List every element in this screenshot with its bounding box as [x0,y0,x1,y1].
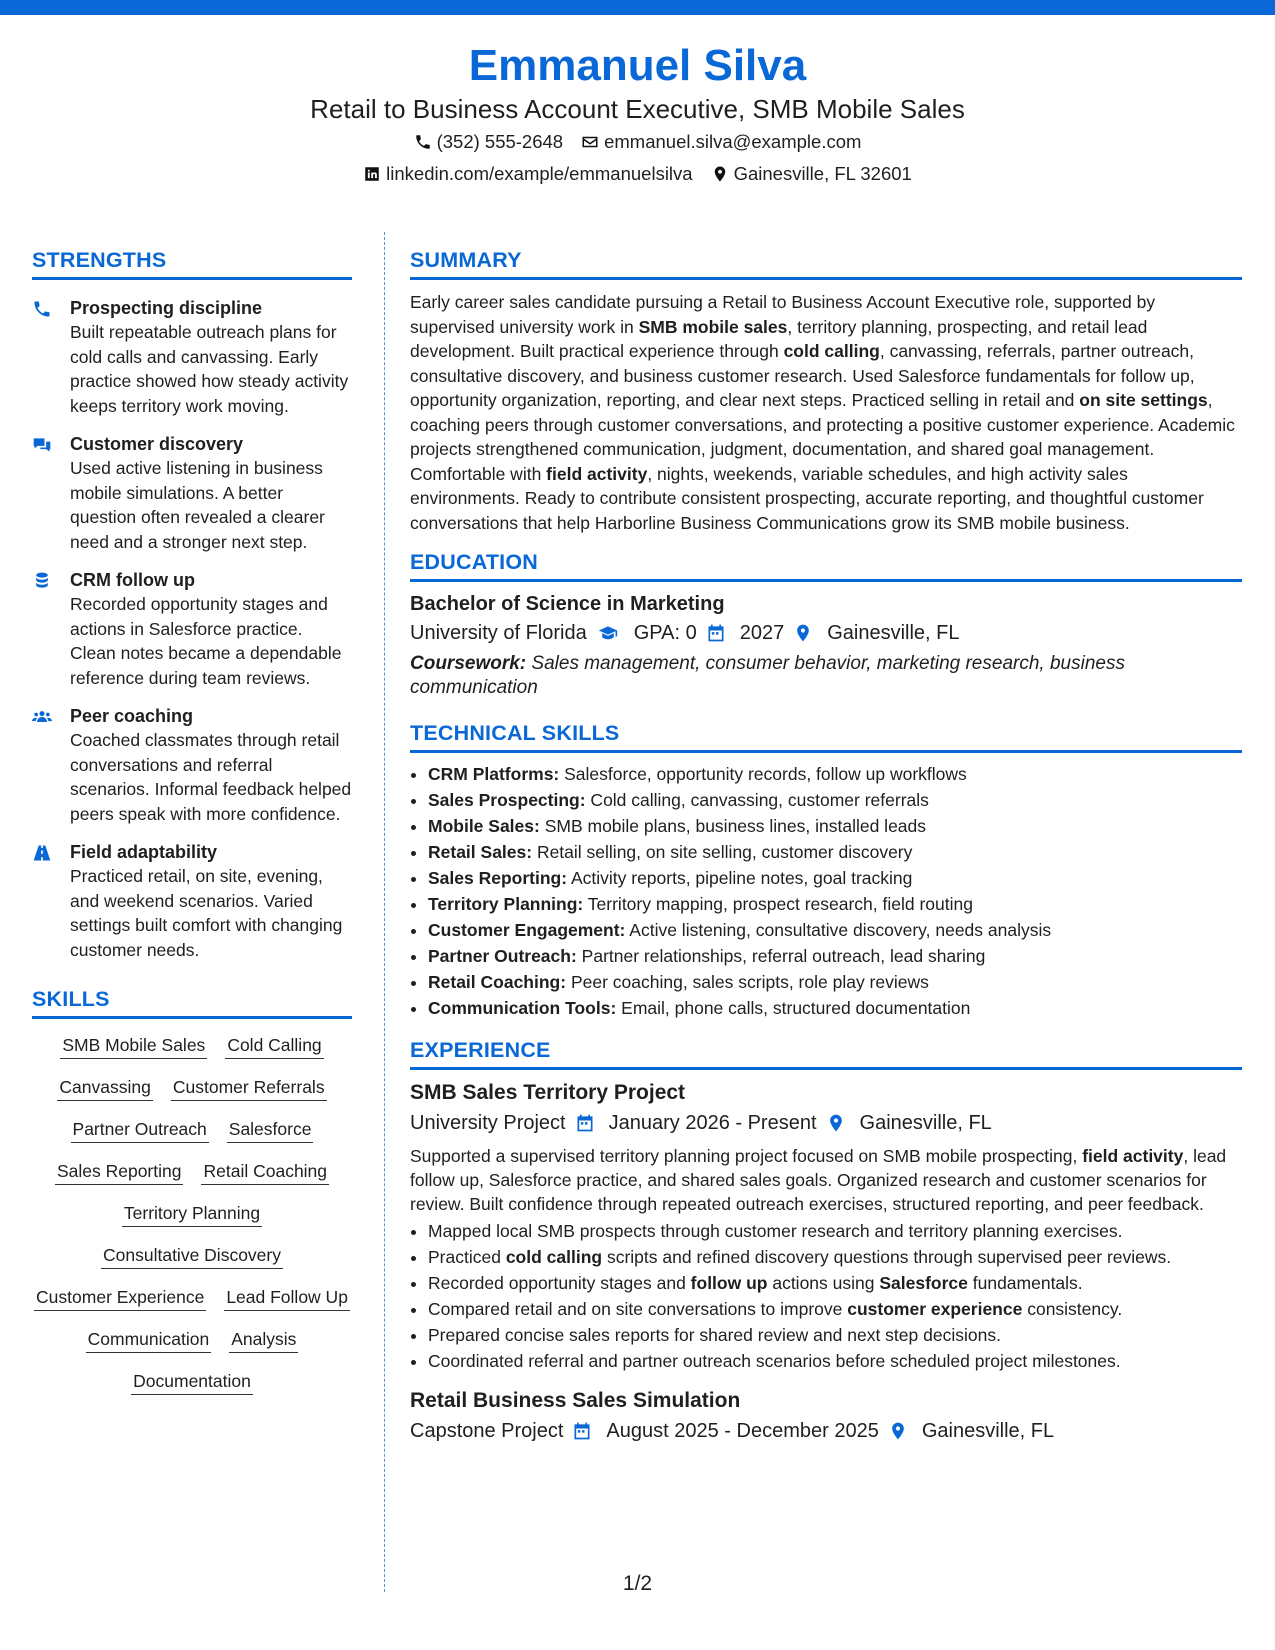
skill-tag: SMB Mobile Sales [60,1033,207,1059]
road-icon [32,843,52,863]
email-text: emmanuel.silva@example.com [604,131,862,152]
job-dates: January 2026 - Present [608,1112,817,1134]
summary-fragment: , territory planning, prospecting, and retail lead development. Built practical experience through [410,316,1148,361]
linkedin-icon [363,165,381,183]
section-rule [410,1067,1242,1070]
phone-icon [414,133,432,151]
technical-skill-label: Mobile Sales: [428,816,540,836]
school-name: University of Florida [410,622,587,644]
location-text: Gainesville, FL 32601 [733,163,912,184]
section-rule [410,277,1242,280]
grad-year: 2027 [739,622,785,644]
section-rule [32,277,352,280]
technical-skill-item [428,865,1242,891]
section-rule [410,750,1242,753]
technical-skill-value: Partner relationships, referral outreach, lead sharing [576,946,986,966]
strength-desc: Built repeatable outreach plans for cold calls and canvassing. Early practice showed how steady activity keeps territory work moving. [70,322,349,416]
technical-skill-value: Retail selling, on site selling, customer discovery [532,842,913,862]
skill-tag: Canvassing [57,1075,152,1101]
job-bullet [428,1322,1242,1348]
job-description-fragment: Supported a supervised territory planning project focused on SMB mobile prospecting, [410,1146,1083,1166]
technical-skill-item [428,969,1242,995]
calendar-icon [572,1421,592,1441]
job-bullet [428,1296,1242,1322]
education-section [410,547,1242,700]
map-pin-icon [888,1421,908,1441]
skill-tag: Partner Outreach [71,1117,209,1143]
strength-title: Field adaptability [70,842,218,862]
summary-fragment: , canvassing, referrals, partner outreach, consultative discovery, and business customer research. Used Salesforce fundamentals for follow up, opportunity organization, reporting, and clear next steps. Practiced selling in retail and [410,341,1195,410]
summary-text [410,290,1242,535]
technical-skills-section [410,718,1242,1021]
strength-desc: Used active listening in business mobile simulations. A better question often revealed a clearer need and a stronger next step. [70,458,325,552]
technical-skill-item [428,891,1242,917]
job-dates: August 2025 - December 2025 [606,1420,879,1442]
linkedin-text: linkedin.com/example/emmanuelsilva [386,163,693,184]
bold-job-description-fragment: field activity [1082,1146,1184,1166]
job-title: Retail Business Sales Simulation [410,1389,741,1412]
technical-skill-label: Retail Coaching: [428,972,567,992]
map-pin-icon [793,623,813,643]
technical-skill-item [428,813,1242,839]
skill-tag: Consultative Discovery [101,1243,283,1269]
technical-skill-label: Sales Reporting: [428,868,568,888]
summary-fragment: Early career sales candidate pursuing a Retail to Business Account Executive role, supported by supervised university work in [410,292,1156,337]
strength-desc: Practiced retail, on site, evening, and weekend scenarios. Varied settings built comfort with changing customer needs. [70,866,343,960]
calendar-icon [575,1113,595,1133]
experience-heading: EXPERIENCE [410,1038,551,1062]
graduation-cap-icon [596,623,620,643]
job-bullet-fragment: fundamentals. [967,1273,1083,1293]
job-bullet-fragment: Coordinated referral and partner outreach scenarios before scheduled project milestones. [428,1351,1121,1371]
job-bullet-fragment: scripts and refined discovery questions through supervised peer reviews. [602,1247,1172,1267]
technical-skill-label: Territory Planning: [428,894,584,914]
job-title: SMB Sales Territory Project [410,1081,686,1104]
bold-summary-fragment: on site settings [1079,390,1208,410]
skill-tag: Customer Referrals [171,1075,327,1101]
job-description [410,1144,1242,1216]
job-bullet [428,1348,1242,1374]
technical-skill-value: Activity reports, pipeline notes, goal tracking [567,868,913,888]
job-bullet [428,1244,1242,1270]
technical-skill-value: Cold calling, canvassing, customer referrals [585,790,929,810]
users-icon [32,707,52,727]
skill-tag: Customer Experience [34,1285,206,1311]
coursework [410,652,1242,700]
job-entry [410,1078,1242,1374]
top-accent-bar [0,0,1275,15]
job-bullets [410,1218,1242,1374]
skill-tag: Sales Reporting [55,1159,184,1185]
technical-skill-label: Communication Tools: [428,998,617,1018]
page-number: 1/2 [622,1572,653,1595]
job-org: Capstone Project [410,1420,564,1442]
candidate-headline: Retail to Business Account Executive, SMB Mobile Sales [310,94,965,124]
column-divider [384,232,385,1592]
technical-skill-label: Partner Outreach: [428,946,577,966]
contact-row-2 [0,158,1275,190]
calendar-icon [706,623,726,643]
strength-desc: Recorded opportunity stages and actions in Salesforce practice. Clean notes became a dependable reference during team reviews. [70,594,342,688]
skills-heading: SKILLS [32,987,110,1011]
job-bullet-fragment: Recorded opportunity stages and [428,1273,691,1293]
skill-tag: Salesforce [227,1117,314,1143]
technical-skill-item [428,995,1242,1021]
technical-skill-value: Territory mapping, prospect research, field routing [583,894,973,914]
job-entry [410,1386,1242,1446]
comments-icon [32,435,52,455]
technical-skill-value: Active listening, consultative discovery, needs analysis [625,920,1052,940]
summary-fragment: , coaching peers through customer conversations, and protecting a positive customer experience. Academic projects strengthened communication, judgment, documentation, and shared goal management. Comfortable with [410,390,1235,484]
skill-tag: Retail Coaching [201,1159,329,1185]
technical-skills-heading: TECHNICAL SKILLS [410,721,620,745]
email-contact[interactable] [581,126,861,158]
job-bullet-fragment: actions using [767,1273,880,1293]
section-rule [410,579,1242,582]
skill-tag: Documentation [131,1369,253,1395]
bold-job-bullet-fragment: customer experience [847,1299,1023,1319]
candidate-name: Emmanuel Silva [468,41,807,90]
technical-skill-value: Email, phone calls, structured documentation [616,998,971,1018]
technical-skill-item [428,943,1242,969]
strength-title: Customer discovery [70,434,244,454]
phone-contact[interactable] [414,126,564,158]
left-column [32,245,352,1395]
strength-desc: Coached classmates through retail conversations and referral scenarios. Informal feedback helped peers speak with more confidence. [70,730,352,824]
summary-section [410,245,1242,535]
coursework-label: Coursework: [410,653,527,674]
skill-tag: Analysis [229,1327,298,1353]
location-contact [711,158,912,190]
technical-skill-label: Customer Engagement: [428,920,626,940]
job-location: Gainesville, FL [921,1420,1055,1442]
map-pin-icon [826,1113,846,1133]
job-org: University Project [410,1112,566,1134]
gpa-text: GPA: 0 [633,622,697,644]
skill-tag: Lead Follow Up [224,1285,350,1311]
database-icon [32,571,52,591]
job-bullet-fragment: Practiced [428,1247,506,1267]
technical-skill-value: Salesforce, opportunity records, follow up workflows [559,764,967,784]
bold-job-bullet-fragment: cold calling [505,1247,603,1267]
strength-title: CRM follow up [70,570,195,590]
technical-skill-item [428,839,1242,865]
experience-section [410,1035,1242,1446]
technical-skill-label: Sales Prospecting: [428,790,586,810]
jobs-list [410,1078,1242,1446]
strength-item [32,432,352,554]
bold-summary-fragment: SMB mobile sales [638,316,788,337]
strengths-list [32,296,352,962]
strengths-heading: STRENGTHS [32,248,167,272]
technical-skill-value: SMB mobile plans, business lines, installed leads [539,816,927,836]
strength-item [32,704,352,826]
bold-summary-fragment: field activity [546,463,648,484]
summary-heading: SUMMARY [410,248,522,272]
phone-icon [32,299,52,319]
job-meta [410,1416,1242,1446]
job-description-fragment: , lead follow up, Salesforce practice, and shared sales goals. Organized research and customer scenarios for review. Built confidence through repeated outreach exercises, structured reporting, and peer feedback. [410,1146,1227,1214]
job-bullet-fragment: Compared retail and on site conversations to improve [428,1299,848,1319]
job-meta [410,1108,1242,1138]
summary-fragment: , nights, weekends, variable schedules, and high activity sales environments. Ready to contribute consistent prospecting, accurate reporting, and thoughtful customer conversations that help Harborline Business Communications grow its SMB mobile business. [410,463,1204,533]
technical-skill-label: Retail Sales: [428,842,533,862]
job-bullet [428,1218,1242,1244]
technical-skill-item [428,761,1242,787]
technical-skills-list [410,761,1242,1021]
technical-skill-value: Peer coaching, sales scripts, role play reviews [566,972,929,992]
technical-skill-label: CRM Platforms: [428,764,560,784]
job-bullet-fragment: Prepared concise sales reports for shared review and next step decisions. [428,1325,1001,1345]
skill-tag: Communication [86,1327,212,1353]
linkedin-contact[interactable] [363,158,692,190]
education-location: Gainesville, FL [827,622,960,644]
bold-job-bullet-fragment: Salesforce [879,1273,968,1293]
bold-job-bullet-fragment: follow up [690,1273,768,1293]
strength-item [32,568,352,690]
strength-item [32,840,352,962]
job-bullet-fragment: Mapped local SMB prospects through customer research and territory planning exercises. [428,1221,1123,1241]
contact-row-1 [0,126,1275,158]
job-bullet [428,1270,1242,1296]
strength-title: Prospecting discipline [70,298,263,318]
job-location: Gainesville, FL [859,1112,992,1134]
degree-title: Bachelor of Science in Marketing [410,593,725,615]
bold-summary-fragment: cold calling [783,341,880,361]
envelope-icon [581,133,599,151]
skill-tag: Territory Planning [122,1201,262,1227]
technical-skill-item [428,787,1242,813]
phone-text: (352) 555-2648 [436,131,564,152]
strength-item [32,296,352,418]
right-column [410,245,1242,1446]
resume-header [0,40,1275,190]
education-heading: EDUCATION [410,550,539,574]
coursework-text: Sales management, consumer behavior, marketing research, business communication [410,653,1125,698]
section-rule [32,1016,352,1019]
job-bullet-fragment: consistency. [1022,1299,1123,1319]
map-pin-icon [711,165,729,183]
strength-title: Peer coaching [70,706,194,726]
education-meta [410,618,1242,648]
skills-tags [32,1033,352,1395]
technical-skill-item [428,917,1242,943]
skill-tag: Cold Calling [225,1033,323,1059]
